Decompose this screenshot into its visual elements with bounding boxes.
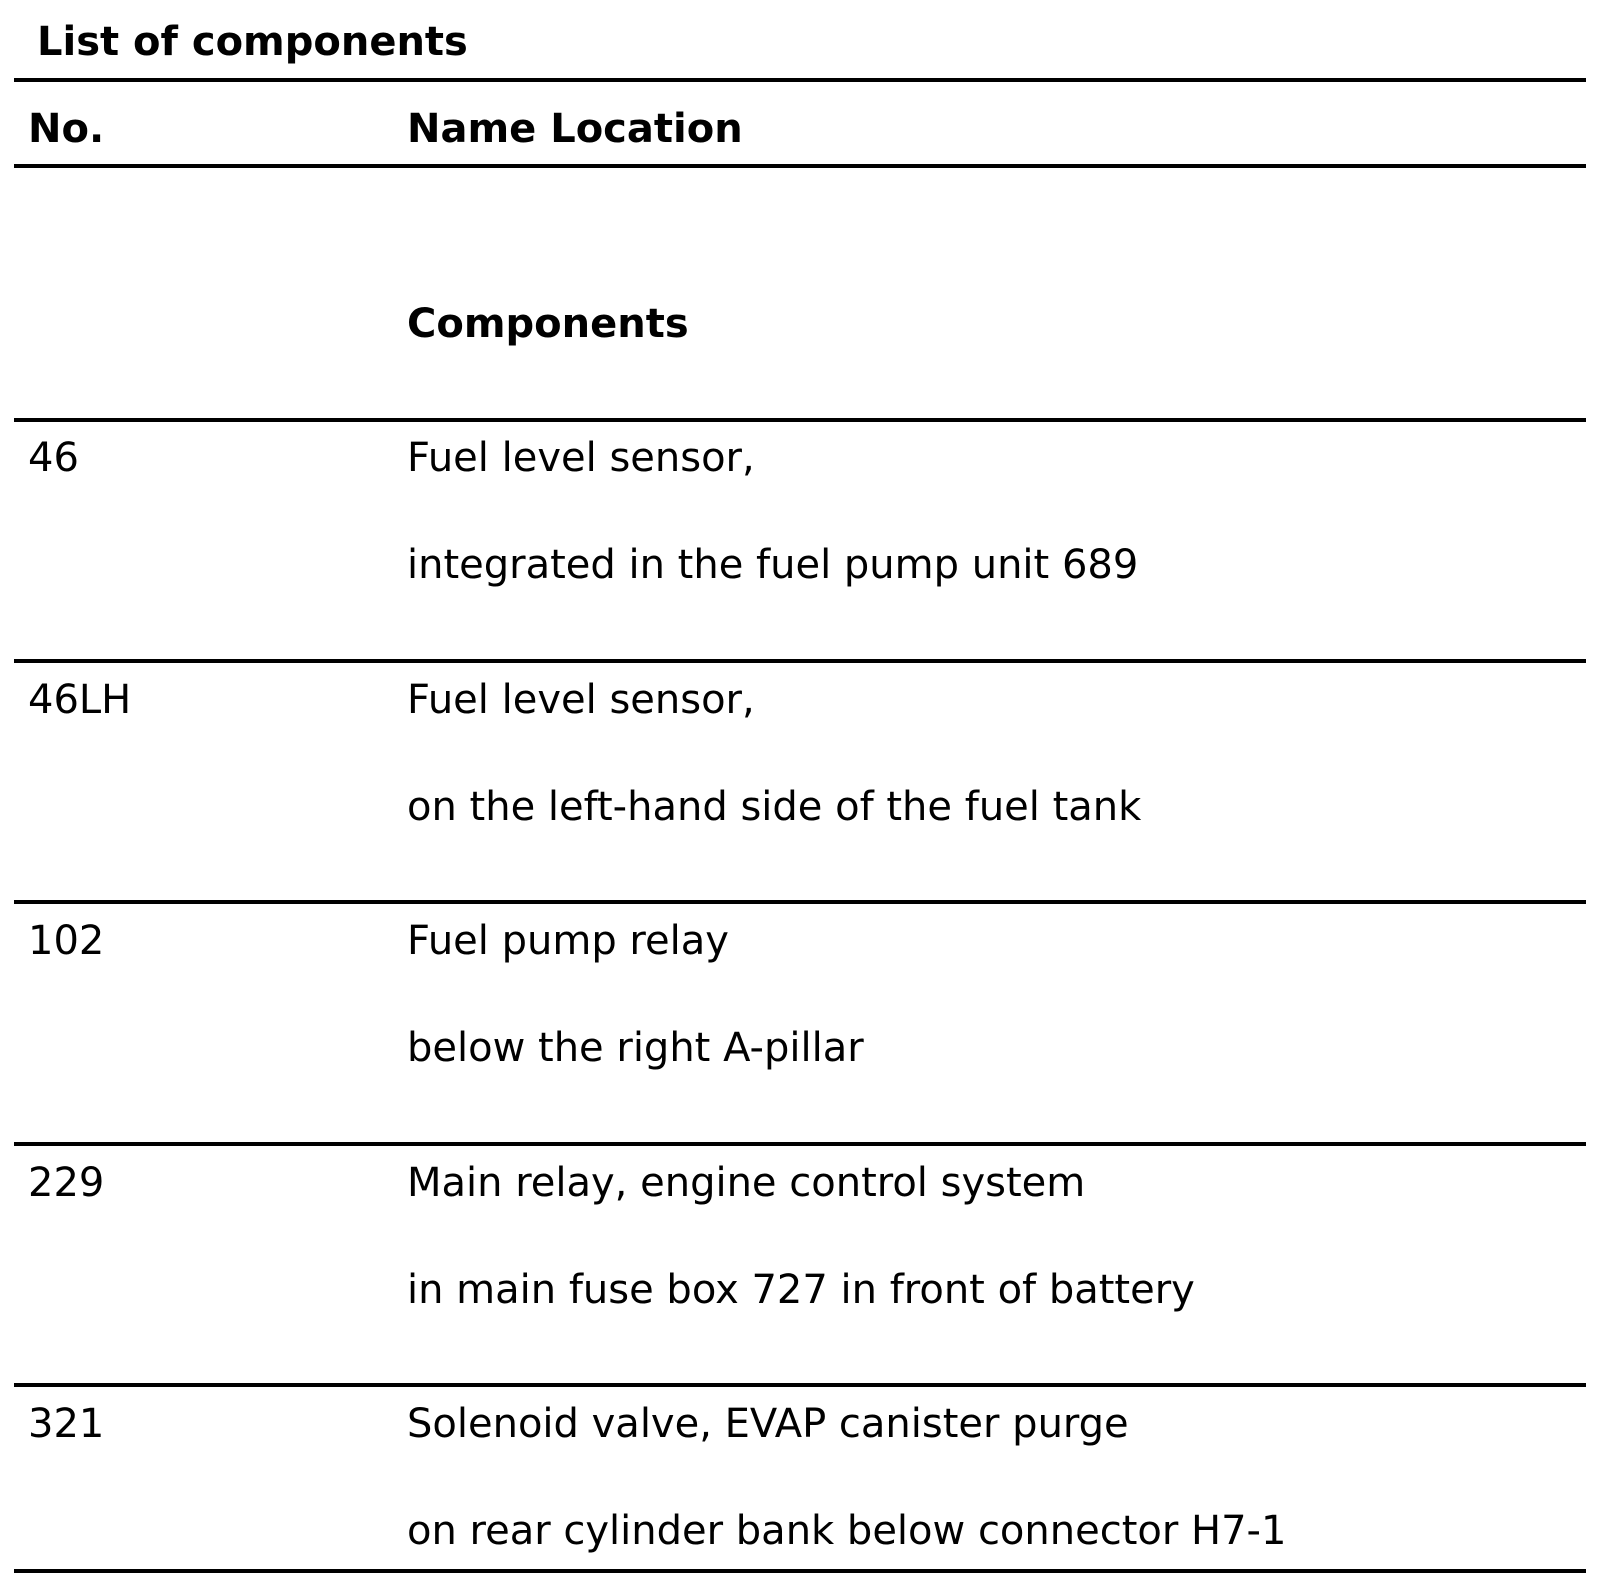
row-location: on the left-hand side of the fuel tank [407, 784, 1142, 830]
table-top-rule [14, 78, 1586, 82]
row-rule [14, 900, 1586, 904]
row-name: Fuel pump relay [407, 918, 729, 964]
row-number: 102 [28, 918, 105, 964]
row-name: Fuel level sensor, [407, 435, 755, 481]
section-rule [14, 418, 1586, 422]
table-bottom-rule [14, 1569, 1586, 1573]
row-number: 321 [28, 1401, 105, 1447]
row-location: in main fuse box 727 in front of battery [407, 1267, 1195, 1313]
row-location: on rear cylinder bank below connector H7-1 [407, 1508, 1287, 1554]
row-name: Main relay, engine control system [407, 1160, 1086, 1206]
row-number: 46LH [28, 677, 132, 723]
column-header-name-location: Name Location [407, 106, 743, 152]
row-name: Solenoid valve, EVAP canister purge [407, 1401, 1129, 1447]
row-name: Fuel level sensor, [407, 677, 755, 723]
row-location: integrated in the fuel pump unit 689 [407, 542, 1139, 588]
row-number: 46 [28, 435, 79, 481]
row-rule [14, 1383, 1586, 1387]
column-header-no: No. [28, 106, 105, 152]
row-location: below the right A-pillar [407, 1025, 864, 1071]
row-number: 229 [28, 1160, 105, 1206]
row-rule [14, 659, 1586, 663]
document-title: List of components [37, 19, 468, 65]
row-rule [14, 1142, 1586, 1146]
section-heading: Components [407, 301, 689, 347]
header-bottom-rule [14, 164, 1586, 168]
